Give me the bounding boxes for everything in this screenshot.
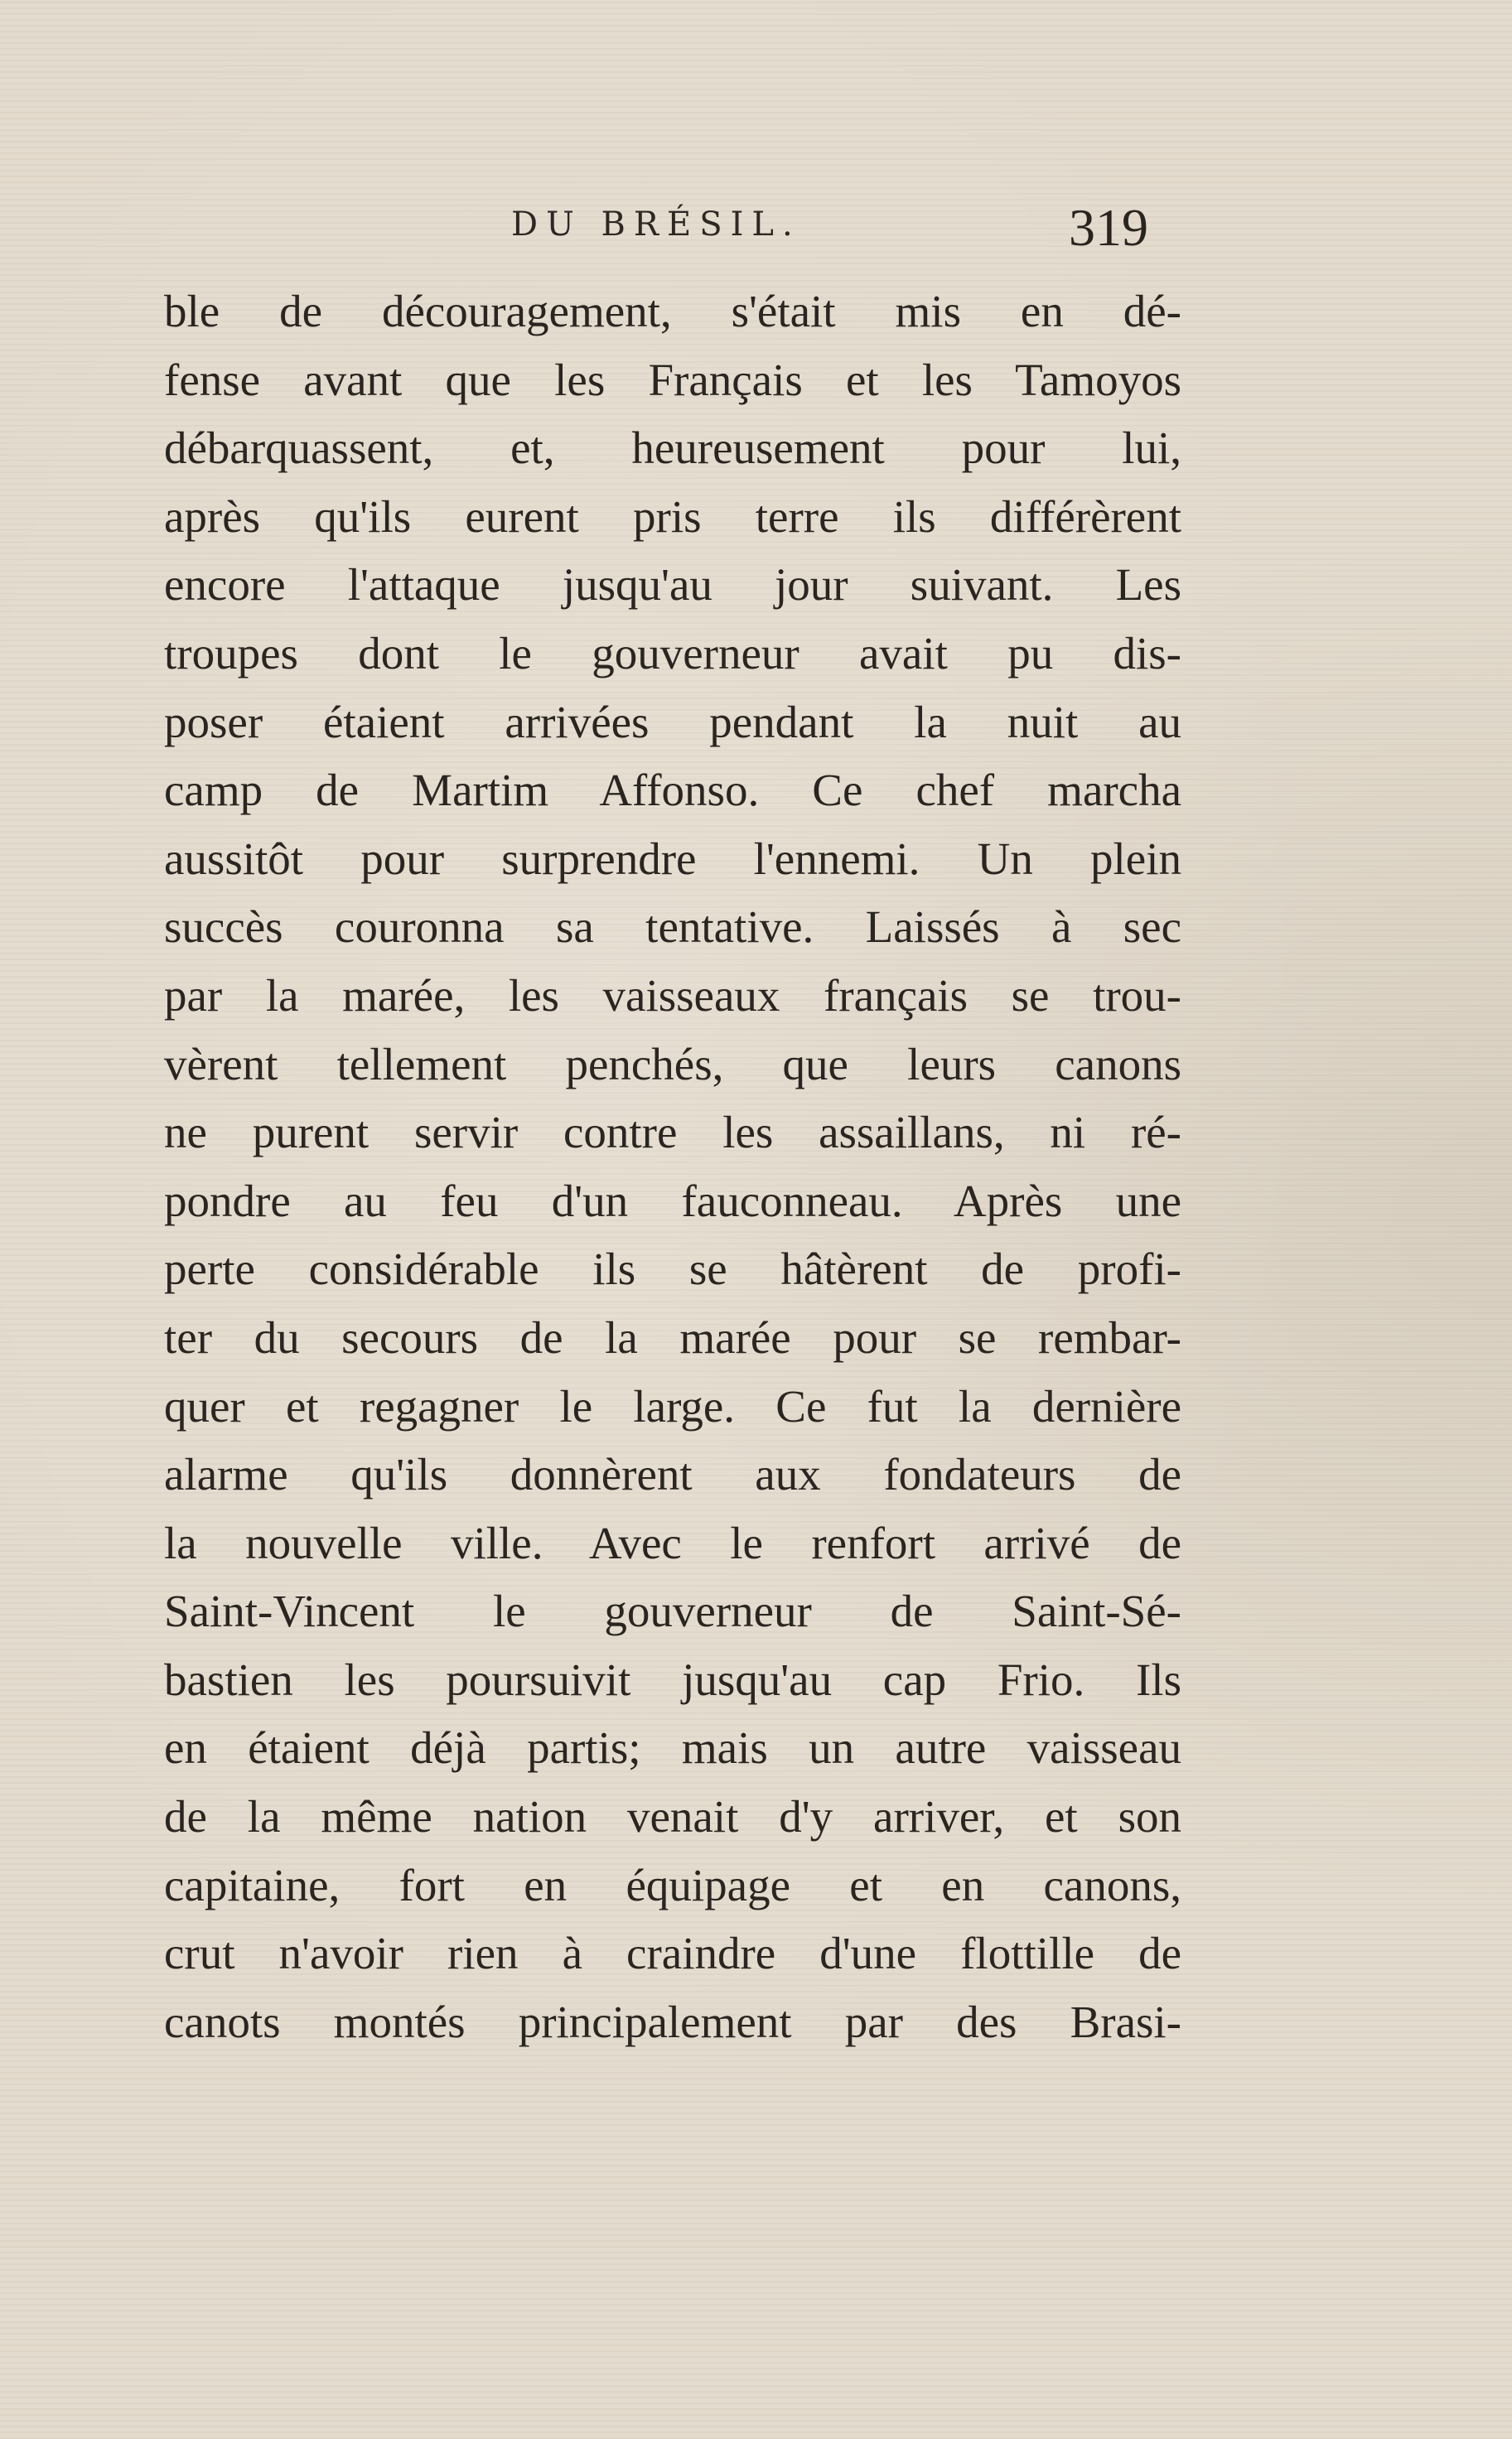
body-text	[164, 278, 1181, 2056]
text-line: débarquassent, et, heureusement pour lui,	[164, 423, 1181, 474]
text-line: ne purent servir contre les assaillans, ni ré-	[164, 1107, 1181, 1158]
text-line: perte considérable ils se hâtèrent de profi-	[164, 1244, 1181, 1295]
text-line: camp de Martim Affonso. Ce chef marcha	[164, 765, 1181, 816]
text-line: après qu'ils eurent pris terre ils différèrent	[164, 490, 1181, 542]
text-line: alarme qu'ils donnèrent aux fondateurs de	[164, 1449, 1181, 1500]
text-line: canots montés principalement par des Brasi-	[164, 1996, 1181, 2047]
running-head-title: DU BRÉSIL.	[511, 205, 801, 244]
text-line: bastien les poursuivit jusqu'au cap Frio. Ils	[164, 1654, 1181, 1705]
text-line: succès couronna sa tentative. Laissés à sec	[164, 901, 1181, 953]
text-line: quer et regagner le large. Ce fut la dernière	[164, 1380, 1181, 1432]
text-line: poser étaient arrivées pendant la nuit au	[164, 696, 1181, 747]
text-line: fense avant que les Français et les Tamoyos	[164, 354, 1181, 405]
text-line: par la marée, les vaisseaux français se trou-	[164, 969, 1181, 1021]
text-line: ble de découragement, s'était mis en dé-	[164, 286, 1181, 336]
text-line: de la même nation venait d'y arriver, et son	[164, 1791, 1181, 1843]
text-line: Saint-Vincent le gouverneur de Saint-Sé-	[164, 1586, 1181, 1637]
text-line: crut n'avoir rien à craindre d'une flottille de	[164, 1928, 1181, 1979]
text-line: pondre au feu d'un fauconneau. Après une	[164, 1175, 1181, 1226]
text-line: encore l'attaque jusqu'au jour suivant. Les	[164, 559, 1181, 611]
text-line: troupes dont le gouverneur avait pu dis-	[164, 627, 1181, 679]
text-line: en étaient déjà partis; mais un autre vaisseau	[164, 1722, 1181, 1774]
text-line: vèrent tellement penchés, que leurs canons	[164, 1038, 1181, 1089]
page-number: 319	[1069, 198, 1148, 257]
text-line: ter du secours de la marée pour se rembar-	[164, 1311, 1181, 1363]
text-line: la nouvelle ville. Avec le renfort arrivé de	[164, 1517, 1181, 1568]
text-line: aussitôt pour surprendre l'ennemi. Un plein	[164, 833, 1181, 884]
text-line: capitaine, fort en équipage et en canons,	[164, 1859, 1181, 1910]
running-head	[0, 200, 1512, 258]
